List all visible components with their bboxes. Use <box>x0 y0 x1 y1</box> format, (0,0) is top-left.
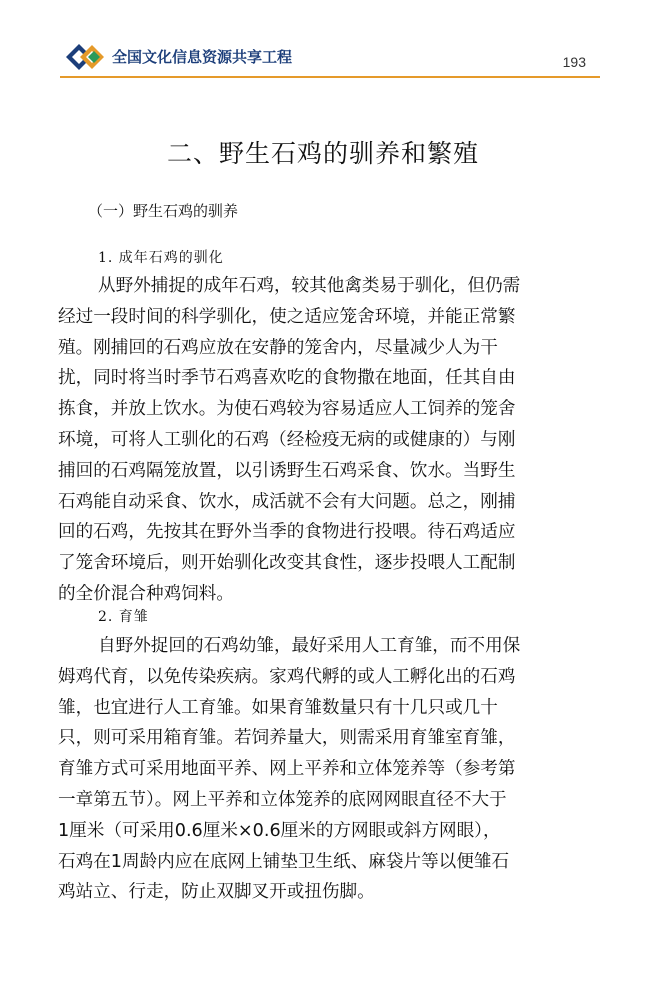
text-line: 自野外捉回的石鸡幼雏，最好采用人工育雏，而不用保 <box>98 636 521 656</box>
subsection-heading-brooding: 2. 育雏 <box>98 609 149 625</box>
page-title: 二、野生石鸡的驯养和繁殖 <box>166 139 479 168</box>
text-line: 鸡站立、行走，防止双脚叉开或扭伤脚。 <box>58 882 375 903</box>
text-line: 石鸡在1周龄内应在底网上铺垫卫生纸、麻袋片等以便雏石 <box>58 851 510 872</box>
text-line: 了笼舍环境后，则开始驯化改变其食性，逐步投喂人工配制 <box>58 553 516 574</box>
text-line: 经过一段时间的科学驯化，使之适应笼舍环境，并能正常繁 <box>58 306 516 327</box>
subsection-heading-adult-taming: 1. 成年石鸡的驯化 <box>98 250 224 266</box>
section-heading: （一）野生石鸡的驯养 <box>88 202 239 220</box>
text-line: 的全价混合种鸡饲料。 <box>58 583 234 604</box>
header-title: 全国文化信息资源共享工程 <box>112 48 293 66</box>
text-line: 环境，可将人工驯化的石鸡（经检疫无病的或健康的）与刚 <box>58 429 516 450</box>
text-line: 一章第五节）。网上平养和立体笼养的底网网眼直径不大于 <box>58 789 507 810</box>
text-line: 只，则可采用箱育雏。若饲养量大，则需采用育雏室育雏， <box>58 728 516 749</box>
page-number: 193 <box>562 54 586 70</box>
text-line: 回的石鸡，先按其在野外当季的食物进行投喂。待石鸡适应 <box>58 522 516 543</box>
text-line: 拣食，并放上饮水。为使石鸡较为容易适应人工饲养的笼舍 <box>58 399 516 420</box>
text-line: 捕回的石鸡隔笼放置，以引诱野生石鸡采食、饮水。当野生 <box>58 460 516 481</box>
logo-icon <box>60 40 108 74</box>
text-line: 1厘米（可采用0.6厘米×0.6厘米的方网眼或斜方网眼）， <box>58 820 501 841</box>
text-line: 殖。刚捕回的石鸡应放在安静的笼舍内，尽量减少人为干 <box>58 337 498 358</box>
paragraph-brooding <box>58 631 588 908</box>
page-header <box>60 36 600 80</box>
text-line: 姆鸡代育，以免传染疾病。家鸡代孵的或人工孵化出的石鸡 <box>58 666 516 687</box>
text-line: 石鸡能自动采食、饮水，成活就不会有大问题。总之，刚捕 <box>58 491 516 512</box>
text-line: 从野外捕捉的成年石鸡，较其他禽类易于驯化，但仍需 <box>98 276 521 296</box>
header-divider <box>60 76 600 78</box>
paragraph-adult-taming <box>58 271 588 610</box>
text-line: 雏，也宜进行人工育雏。如果育雏数量只有十几只或几十 <box>58 697 498 718</box>
text-line: 育雏方式可采用地面平养、网上平养和立体笼养等（参考第 <box>58 759 516 780</box>
text-line: 扰，同时将当时季节石鸡喜欢吃的食物撒在地面，任其自由 <box>58 368 516 389</box>
